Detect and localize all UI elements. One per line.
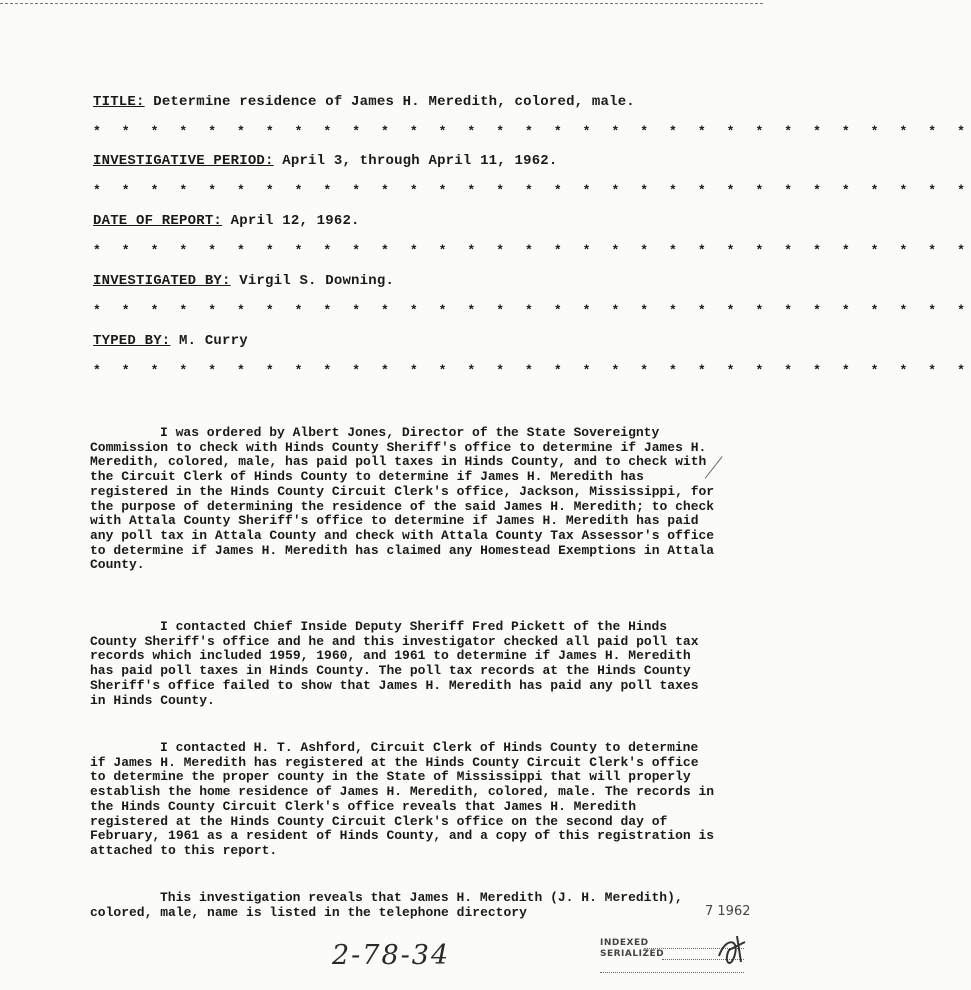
stamp-serialized: SERIALIZED	[600, 949, 665, 959]
investigator-field	[93, 273, 394, 289]
top-border	[0, 3, 763, 4]
title-label: TITLE:	[93, 94, 145, 110]
investigator-label: INVESTIGATED BY:	[93, 273, 231, 289]
stamp-indexed: INDEXED	[600, 938, 649, 948]
title-value: Determine residence of James H. Meredith, colored, male.	[153, 94, 635, 110]
typist-label: TYPED BY:	[93, 333, 171, 349]
separator-2: * * * * * * * * * * * * * * * * * * * * * * * * * * * * * * *	[93, 183, 971, 198]
paragraph-4	[90, 891, 705, 920]
separator-4: * * * * * * * * * * * * * * * * * * * * * * * * * * * * * * *	[93, 303, 971, 318]
paragraph-3-text: I contacted H. T. Ashford, Circuit Clerk of Hinds County to determine if James H. Meredith has registered at the Hinds County Circuit Clerk's office to determine the proper county in the State of Mississippi that will properly establish the home residence of James H. Meredith, colored, male. The records in the Hinds County Circuit Clerk's office reveals that James H. Meredith registered at the Hinds County Circuit Clerk's office on the second day of February, 1961 as a resident of Hinds County, and a copy of this registration is attached to this report.	[90, 740, 715, 858]
paragraph-1	[90, 426, 720, 573]
stamp-dotline-3	[600, 972, 744, 973]
title-field	[93, 94, 635, 110]
date-label: DATE OF REPORT:	[93, 213, 223, 229]
separator-3: * * * * * * * * * * * * * * * * * * * * * * * * * * * * * * *	[93, 243, 971, 258]
period-value: April 3, through April 11, 1962.	[282, 153, 558, 169]
separator-5: * * * * * * * * * * * * * * * * * * * * * * * * * * * * * * *	[93, 363, 971, 378]
paragraph-2	[90, 620, 720, 708]
paragraph-2-text: I contacted Chief Inside Deputy Sheriff Fred Pickett of the Hinds County Sheriff's office and he and this investigator checked all paid poll tax records which included 1959, 1960, and 1961 to determine if James H. Meredith has paid poll taxes in Hinds County. The poll tax records at the Hinds County Sheriff's office failed to show that James H. Meredith has paid any poll taxes in Hinds County.	[90, 619, 699, 708]
handwritten-file-number: 2-78-34	[332, 940, 451, 971]
period-field	[93, 153, 558, 169]
date-stamp: 7 1962	[705, 904, 751, 919]
initials-scribble-icon	[715, 932, 755, 966]
typist-value: M. Curry	[179, 333, 248, 349]
paragraph-1-text: I was ordered by Albert Jones, Director of the State Sovereignty Commission to check with Hinds County Sheriff's office to determine if James H. Meredith, colored, male, has paid poll taxes in Hinds County, and to check with the Circuit Clerk of Hinds County to determine if James H. Meredith has registered in the Hinds County Circuit Clerk's office, Jackson, Mississippi, for the purpose of determining the residence of the said James H. Meredith; to check with Attala County Sheriff's office to determine if James H. Meredith has paid any poll tax in Attala County and check with Attala County Tax Assessor's office to determine if James H. Meredith has claimed any Homestead Exemptions in Attala County.	[90, 425, 715, 573]
period-label: INVESTIGATIVE PERIOD:	[93, 153, 274, 169]
separator-1: * * * * * * * * * * * * * * * * * * * * * * * * * * * * * * *	[93, 124, 971, 139]
typist-field	[93, 333, 248, 349]
paragraph-3	[90, 741, 720, 859]
date-value: April 12, 1962.	[230, 213, 360, 229]
investigator-value: Virgil S. Downing.	[239, 273, 395, 289]
date-field	[93, 213, 360, 229]
handwritten-initials	[715, 932, 755, 972]
paragraph-4-text: This investigation reveals that James H. Meredith (J. H. Meredith), colored, male, name is listed in the telephone directory	[90, 890, 683, 920]
